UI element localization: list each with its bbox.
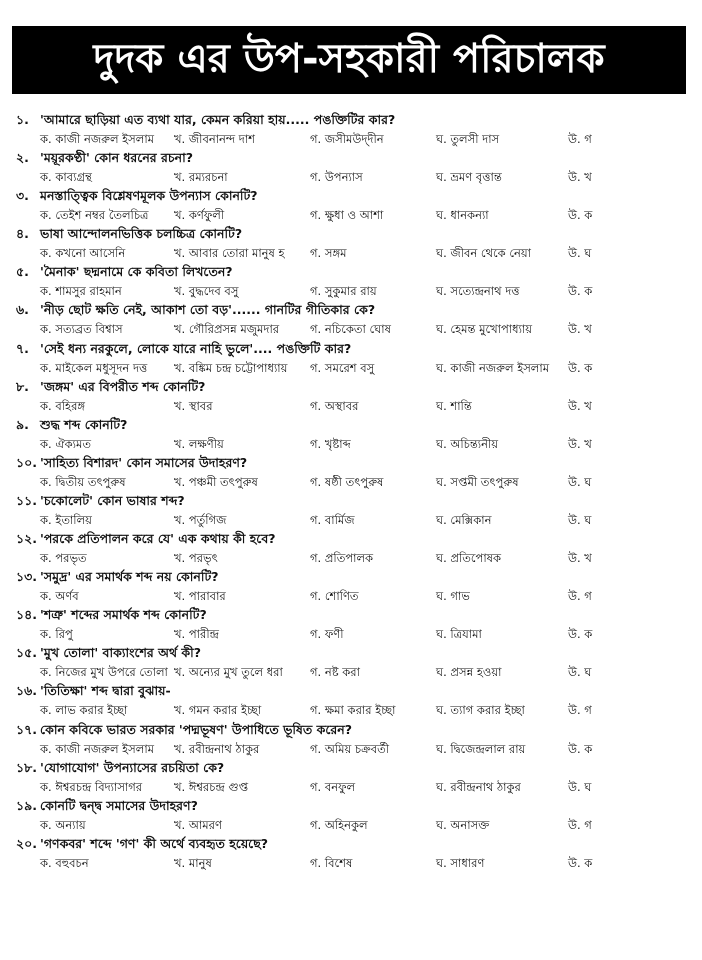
option-label: ঘ. সত্যেন্দ্রনাথ দত্ত <box>436 284 520 299</box>
option-label: ক. রিপু <box>40 627 73 642</box>
option-label: ঘ. ভ্রমণ বৃত্তান্ত <box>436 170 502 185</box>
answer-label: উ. ঘ <box>568 779 592 794</box>
question-item <box>0 569 702 607</box>
option-label: ঘ. রবীন্দ্রনাথ ঠাকুর <box>436 779 521 794</box>
question-number: ১৫. <box>16 645 37 661</box>
option-label: খ. পর্তুগিজ <box>174 512 227 527</box>
answer-label: উ. খ <box>568 322 592 337</box>
option-label: ঘ. জীবন থেকে নেয়া <box>436 246 531 261</box>
options-row <box>40 779 700 795</box>
options-row <box>40 664 700 680</box>
question-text: 'পরকে প্রতিপালন করে যে' এক কথায় কী হবে? <box>40 531 276 547</box>
option-label: গ. উপন্যাস <box>310 170 363 185</box>
question-number: ১৯. <box>16 797 37 813</box>
options-row <box>40 207 700 223</box>
question-line <box>16 569 219 587</box>
option-label: ক. অন্যায় <box>40 817 86 832</box>
option-label: খ. পঞ্চমী তৎপুরুষ <box>174 474 258 489</box>
question-line <box>16 341 351 359</box>
answer-label: উ. গ <box>568 817 592 832</box>
question-number: ১৪. <box>16 607 37 623</box>
answer-label: উ. ক <box>568 284 593 299</box>
question-item <box>0 417 702 455</box>
option-label: গ. অস্থাবর <box>310 398 359 413</box>
question-item <box>0 493 702 531</box>
question-number: ৩. <box>16 188 29 204</box>
option-label: ক. বহুবচন <box>40 855 89 870</box>
option-label: খ. রবীন্দ্রনাথ ঠাকুর <box>174 741 260 756</box>
option-label: গ. বার্মিজ <box>310 512 355 527</box>
option-label: খ. স্থাবর <box>174 398 213 413</box>
option-label: ঘ. গাভ <box>436 589 470 604</box>
question-text: 'জঙ্গম' এর বিপরীত শব্দ কোনটি? <box>40 378 206 394</box>
question-number: ৯. <box>16 416 29 432</box>
option-label: ঘ. ত্যাগ করার ইচ্ছা <box>436 703 525 718</box>
option-label: ক. অর্ণব <box>40 589 79 604</box>
question-text: 'মৈনাক' ছদ্মনামে কে কবিতা লিখতেন? <box>40 264 233 280</box>
options-row <box>40 474 700 490</box>
answer-label: উ. খ <box>568 398 592 413</box>
option-label: ঘ. ধানকন্যা <box>436 208 489 223</box>
question-line <box>16 455 247 473</box>
question-text: মনস্তাত্ত্বিক বিশ্লেষণমূলক উপন্যাস কোনটি? <box>40 188 258 204</box>
question-number: ৫. <box>16 264 29 280</box>
option-label: গ. অমিয় চক্রবর্তী <box>310 741 390 756</box>
option-label: ক. শামসুর রাহমান <box>40 284 122 299</box>
question-number: ১৭. <box>16 721 37 737</box>
option-label: ক. তেইশ নম্বর তৈলচিত্র <box>40 208 149 223</box>
question-line <box>16 264 233 282</box>
option-label: ক. কাজী নজরুল ইসলাম <box>40 741 155 756</box>
page-title: দুদক এর উপ-সহকারী পরিচালক <box>93 35 605 82</box>
question-text: 'তিতিক্ষা' শব্দ দ্বারা বুঝায়- <box>40 683 171 699</box>
option-label: ঘ. প্রসন্ন হওয়া <box>436 665 502 680</box>
option-label: গ. সমরেশ বসু <box>310 360 375 375</box>
answer-label: উ. খ <box>568 436 592 451</box>
option-label: খ. বুদ্ধদেব বসু <box>174 284 239 299</box>
option-label: ঘ. প্রতিপোষক <box>436 551 502 566</box>
question-line <box>16 607 207 625</box>
option-label: ঘ. সাধারণ <box>436 855 485 870</box>
option-label: খ. পারাবার <box>174 589 226 604</box>
option-label: গ. প্রতিপালক <box>310 551 374 566</box>
option-label: ঘ. ত্রিযামা <box>436 627 482 642</box>
question-number: ১০. <box>16 454 37 470</box>
question-list <box>0 112 702 874</box>
options-row <box>40 512 700 528</box>
question-line <box>16 112 395 130</box>
option-label: ঘ. দ্বিজেন্দ্রলাল রায় <box>436 741 526 756</box>
answer-label: উ. ঘ <box>568 474 592 489</box>
question-number: ২০. <box>16 835 38 851</box>
question-line <box>16 302 375 320</box>
answer-label: উ. ক <box>568 208 593 223</box>
question-item <box>0 188 702 226</box>
question-text: 'সাহিত্য বিশারদ' কোন সমাসের উদাহরণ? <box>40 454 248 470</box>
option-label: ঘ. সপ্তমী তৎপুরুষ <box>436 474 519 489</box>
question-line <box>16 150 193 168</box>
answer-label: উ. ঘ <box>568 665 592 680</box>
option-label: গ. নষ্ট করা <box>310 665 360 680</box>
question-item <box>0 264 702 302</box>
option-label: ঘ. হেমন্ত মুখোপাধ্যায় <box>436 322 533 337</box>
option-label: গ. ক্ষমা করার ইচ্ছা <box>310 703 396 718</box>
options-row <box>40 436 700 452</box>
question-item <box>0 302 702 340</box>
option-label: ঘ. কাজী নজরুল ইসলাম <box>436 360 550 375</box>
option-label: ক. সত্যব্রত বিশ্বাস <box>40 322 123 337</box>
option-label: ক. কাব্যগ্রন্থ <box>40 170 92 185</box>
page-title-banner <box>12 26 686 94</box>
option-label: ক. কাজী নজরুল ইসলাম <box>40 132 155 146</box>
question-text: শুদ্ধ শব্দ কোনটি? <box>40 416 128 432</box>
question-item <box>0 455 702 493</box>
question-item <box>0 531 702 569</box>
question-line <box>16 645 201 663</box>
question-item <box>0 150 702 188</box>
option-label: ক. নিজের মুখ উপরে তোলা <box>40 665 168 680</box>
option-label: খ. লক্ষণীয় <box>174 436 224 451</box>
question-number: ১৬. <box>16 683 37 699</box>
question-line <box>16 836 268 854</box>
answer-label: উ. ক <box>568 627 593 642</box>
option-label: ক. ঈশ্বরচন্দ্র বিদ্যাসাগর <box>40 779 143 794</box>
options-row <box>40 245 700 261</box>
option-label: গ. বিশেষ <box>310 855 353 870</box>
option-label: খ. অন্যের মুখ তুলে ধরা <box>174 665 283 680</box>
options-row <box>40 360 700 376</box>
option-label: গ. সঙ্গম <box>310 246 347 261</box>
question-item <box>0 760 702 798</box>
option-label: গ. ষষ্ঠী তৎপুরুষ <box>310 474 384 489</box>
question-number: ১৩. <box>16 569 37 585</box>
question-line <box>16 760 224 778</box>
options-row <box>40 626 700 642</box>
question-number: ১. <box>16 112 29 127</box>
question-text: 'সেই ধন্য নরকুলে, লোকে যারে নাহি ভুলে'.... পঙক্তিটি কার? <box>40 340 352 356</box>
question-item <box>0 607 702 645</box>
option-label: ক. পরভৃত <box>40 551 87 566</box>
question-text: 'গণকবর' শব্দে 'গণ' কী অর্থে ব্যবহৃত হয়েছে? <box>40 835 269 851</box>
question-item <box>0 112 702 150</box>
question-number: ৭. <box>16 340 29 356</box>
question-number: ৪. <box>16 226 29 242</box>
options-row <box>40 741 700 757</box>
option-label: ঘ. অচিন্ত্যনীয় <box>436 436 499 451</box>
option-label: ঘ. তুলসী দাস <box>436 132 500 146</box>
options-row <box>40 283 700 299</box>
option-label: ক. কখনো আসেনি <box>40 246 126 261</box>
answer-label: উ. ক <box>568 741 593 756</box>
question-text: কোনটি দ্বন্দ্ব সমাসের উদাহরণ? <box>40 797 198 813</box>
option-label: খ. গৌরিপ্রসন্ন মজুমদার <box>174 322 280 337</box>
question-text: 'ময়ূরকণ্ঠী' কোন ধরনের রচনা? <box>40 150 193 166</box>
question-text: 'শত্রু' শব্দের সমার্থক শব্দ কোনটি? <box>40 607 207 623</box>
options-row <box>40 588 700 604</box>
option-label: খ. ঈশ্বরচন্দ্র গুপ্ত <box>174 779 249 794</box>
question-line <box>16 493 185 511</box>
answer-label: উ. খ <box>568 170 592 185</box>
question-number: ১৮. <box>16 759 37 775</box>
option-label: গ. নচিকেতা ঘোষ <box>310 322 391 337</box>
question-line <box>16 722 352 740</box>
question-text: 'চকোলেট' কোন ভাষার শব্দ? <box>40 492 185 508</box>
option-label: খ. পারীন্দ্র <box>174 627 219 642</box>
option-label: ক. লাভ করার ইচ্ছা <box>40 703 128 718</box>
option-label: গ. খৃষ্টাব্দ <box>310 436 351 451</box>
option-label: গ. অহিনকুল <box>310 817 368 832</box>
option-label: খ. রম্যরচনা <box>174 170 228 185</box>
option-label: ক. মাইকেল মধুসূদন দত্ত <box>40 360 148 375</box>
question-text: 'যোগাযোগ' উপন্যাসের রচয়িতা কে? <box>40 759 225 775</box>
question-line <box>16 226 242 244</box>
options-row <box>40 550 700 566</box>
question-number: ১২. <box>16 531 37 547</box>
option-label: গ. ক্ষুধা ও আশা <box>310 208 384 223</box>
question-number: ২. <box>16 150 29 166</box>
question-text: 'আমারে ছাড়িয়া এত ব্যথা যার, কেমন করিয়া হায়..... পঙক্তিটির কার? <box>40 112 396 127</box>
question-text: কোন কবিকে ভারত সরকার 'পদ্মভূষণ' উপাধিতে ভূষিত করেন? <box>40 721 352 737</box>
question-line <box>16 531 276 549</box>
question-text: 'নীড় ছোট ক্ষতি নেই, আকাশ তো বড়'...... গানটির গীতিকার কে? <box>40 302 376 318</box>
options-row <box>40 131 700 147</box>
answer-label: উ. গ <box>568 703 592 718</box>
answer-label: উ. ঘ <box>568 512 592 527</box>
option-label: গ. জসীমউদ্‌দীন <box>310 132 384 146</box>
option-label: ক. দ্বিতীয় তৎপুরুষ <box>40 474 126 489</box>
option-label: ঘ. অনাসক্ত <box>436 817 490 832</box>
question-line <box>16 798 198 816</box>
options-row <box>40 321 700 337</box>
answer-label: উ. ক <box>568 360 593 375</box>
option-label: গ. সুকুমার রায় <box>310 284 377 299</box>
answer-label: উ. গ <box>568 589 592 604</box>
question-number: ৮. <box>16 378 29 394</box>
option-label: খ. মানুষ <box>174 855 212 870</box>
question-number: ১১. <box>16 492 37 508</box>
answer-label: উ. ক <box>568 855 593 870</box>
options-row <box>40 855 700 871</box>
question-line <box>16 379 205 397</box>
question-item <box>0 226 702 264</box>
option-label: খ. জীবনানন্দ দাশ <box>174 132 255 146</box>
answer-label: উ. গ <box>568 132 592 146</box>
option-label: ক. ইতালিয় <box>40 512 92 527</box>
question-line <box>16 188 258 206</box>
option-label: গ. ফণী <box>310 627 344 642</box>
option-label: খ. পরভৃৎ <box>174 551 218 566</box>
question-line <box>16 683 171 701</box>
option-label: খ. গমন করার ইচ্ছা <box>174 703 262 718</box>
option-label: ঘ. মেক্সিকান <box>436 512 492 527</box>
option-label: খ. কর্ণফুলী <box>174 208 225 223</box>
option-label: গ. বনফুল <box>310 779 356 794</box>
question-line <box>16 417 127 435</box>
options-row <box>40 702 700 718</box>
options-row <box>40 169 700 185</box>
option-label: খ. আবার তোরা মানুষ হ <box>174 246 285 261</box>
question-item <box>0 722 702 760</box>
question-text: ভাষা আন্দোলনভিত্তিক চলচ্চিত্র কোনটি? <box>40 226 243 242</box>
answer-label: উ. ঘ <box>568 246 592 261</box>
question-item <box>0 379 702 417</box>
options-row <box>40 817 700 833</box>
question-item <box>0 683 702 721</box>
option-label: গ. শোণিত <box>310 589 359 604</box>
answer-label: উ. খ <box>568 551 592 566</box>
question-item <box>0 645 702 683</box>
option-label: ক. ঐক্যমত <box>40 436 91 451</box>
question-item <box>0 341 702 379</box>
question-text: 'সমুদ্র' এর সমার্থক শব্দ নয় কোনটি? <box>40 569 219 585</box>
option-label: খ. বঙ্কিম চন্দ্র চট্টোপাধ্যায় <box>174 360 288 375</box>
option-label: খ. আমরণ <box>174 817 222 832</box>
option-label: ঘ. শান্তি <box>436 398 472 413</box>
question-item <box>0 836 702 874</box>
question-number: ৬. <box>16 302 29 318</box>
question-item <box>0 798 702 836</box>
option-label: ক. বহিরঙ্গ <box>40 398 86 413</box>
options-row <box>40 398 700 414</box>
question-text: 'মুখ তোলা' বাক্যাংশের অর্থ কী? <box>40 645 201 661</box>
